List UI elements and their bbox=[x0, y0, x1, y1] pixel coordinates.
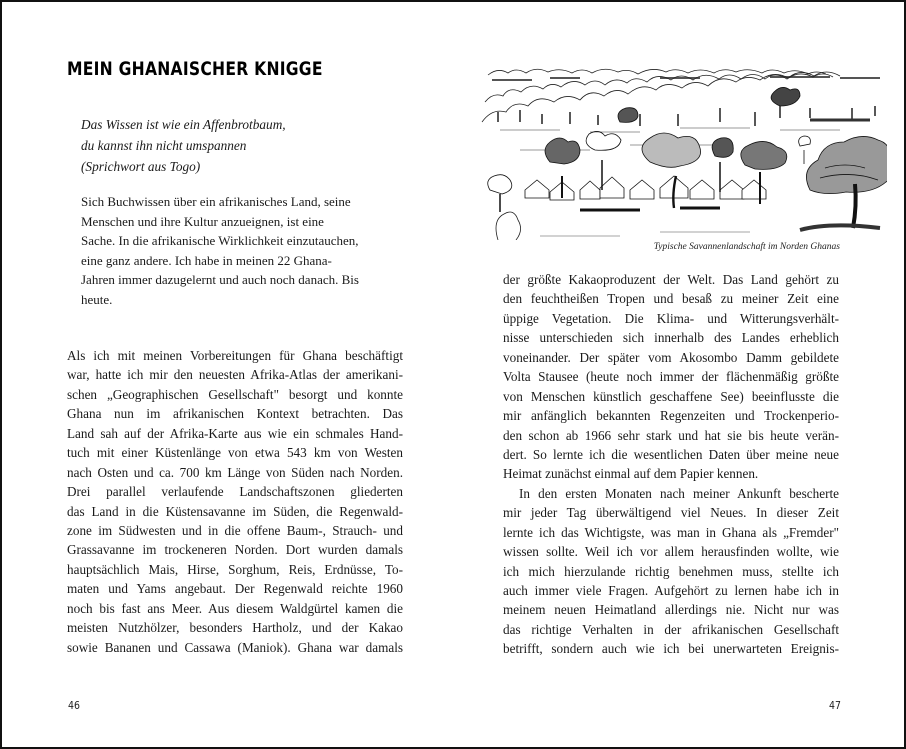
body-line: sowie Bananen und Cassawa (Maniok). Ghana war damals bbox=[67, 639, 403, 655]
figure-caption: Typische Savannenlandschaft im Norden Ghanas bbox=[653, 242, 840, 252]
intro-line: Menschen und ihre Kultur anzueignen, ist eine bbox=[81, 213, 324, 229]
intro-line: Jahren immer dazugelernt und auch noch danach. Bis bbox=[81, 272, 359, 288]
body-line: meinem neuen Heimatland allerdings nie. Nicht nur was bbox=[503, 602, 839, 618]
body-text-right bbox=[503, 270, 839, 659]
body-line: den schon ab 1966 sehr stark und hat sie bis heute verän- bbox=[503, 427, 839, 443]
body-line: Volta Stausee (heute noch immer der flächenmäßig größte bbox=[503, 369, 839, 385]
body-line: Ghana nun im afrikanischen Kontext betrachten. Das bbox=[67, 406, 403, 422]
body-line: zone im Südwesten und in die offene Baum-, Strauch- und bbox=[67, 522, 403, 538]
body-line: tuch mit einer Küstenlänge von etwa 543 km von Westen bbox=[67, 445, 403, 461]
body-line: mir anfänglich bekannten Regenzeiten und Trockenperio- bbox=[503, 408, 839, 424]
intro-paragraph bbox=[81, 192, 401, 310]
body-line: Heimat zunächst einmal auf dem Papier kennen. bbox=[503, 466, 759, 482]
body-line: maten und Yams angebaut. Der Regenwald reichte 1960 bbox=[67, 581, 403, 597]
epigraph-motto bbox=[81, 114, 401, 177]
body-line: dert. So lernte ich die wesentlichen Daten über meine neue bbox=[503, 446, 839, 462]
body-line: war, hatte ich mir den neuesten Afrika-Atlas der amerikani- bbox=[67, 367, 403, 383]
body-line: den feuchtheißen Tropen und besaß zu meiner Zeit eine bbox=[503, 291, 839, 307]
body-line: ich mich hierzulande richtig benehmen muss, stellte ich bbox=[503, 563, 839, 579]
body-line: Grassavanne im trockeneren Norden. Dort wurden damals bbox=[67, 542, 403, 558]
body-line: von Menschen künstlich geschaffene See) beeinflusste die bbox=[503, 388, 839, 404]
motto-line: du kannst ihn nicht umspannen bbox=[81, 138, 247, 153]
motto-line: (Sprichwort aus Togo) bbox=[81, 159, 201, 174]
intro-line: heute. bbox=[81, 291, 113, 307]
intro-line: Sache. In die afrikanische Wirklichkeit einzutauchen, bbox=[81, 233, 359, 249]
body-line: Land sah auf der Afrika-Karte aus wie ein schmales Hand- bbox=[67, 425, 403, 441]
page-number: 47 bbox=[829, 699, 841, 712]
page-number: 46 bbox=[68, 699, 80, 712]
body-line: lernte ich das Wichtigste, was man in Ghana als „Fremder" bbox=[503, 524, 839, 540]
savanna-landscape-illustration-icon bbox=[480, 50, 887, 240]
body-line: nach Osten und ca. 700 km Länge von Süden nach Norden. bbox=[67, 464, 403, 480]
intro-line: Sich Buchwissen über ein afrikanisches Land, seine bbox=[81, 194, 351, 209]
body-line: hauptsächlich Mais, Hirse, Sorghum, Reis, Erdnüsse, To- bbox=[67, 561, 403, 577]
body-line: Drei parallel verlaufende Landschaftszonen gliederten bbox=[67, 484, 403, 500]
body-line: noch bis fast ans Meer. Aus diesem Waldgürtel kamen die bbox=[67, 600, 403, 616]
body-line: betrifft, sondern auch wie ich bei unerwarteten Ereignis- bbox=[503, 641, 839, 657]
body-line: das Land in die Küstensavanne im Süden, die Regenwald- bbox=[67, 503, 403, 519]
body-line: wissen sollte. Weil ich vor allem herausfinden wollte, wie bbox=[503, 544, 839, 560]
body-line: nisse unterschieden sich innerhalb des Landes erheblich bbox=[503, 330, 839, 346]
body-line: der größte Kakaoproduzent der Welt. Das Land gehört zu bbox=[503, 272, 839, 287]
motto-line: Das Wissen ist wie ein Affenbrotbaum, bbox=[81, 117, 286, 132]
body-line: meisten Nutzhölzer, besonders Hartholz, und der Kakao bbox=[67, 620, 403, 636]
intro-line: eine ganz andere. Ich habe in meinen 22 Ghana- bbox=[81, 252, 332, 268]
body-line: mir jeder Tag überwältigend viel Neues. In dieser Zeit bbox=[503, 505, 839, 521]
body-text-left bbox=[67, 346, 403, 657]
body-line: Als ich mit meinen Vorbereitungen für Ghana beschäftigt bbox=[67, 348, 403, 363]
right-page bbox=[453, 0, 906, 749]
body-line: In den ersten Monaten nach meiner Ankunft bescherte bbox=[519, 485, 839, 501]
body-line: auch immer viele Fragen. Aufgehört zu lernen habe ich in bbox=[503, 583, 839, 598]
body-line: üppige Vegetation. Die Klima- und Witterungsverhält- bbox=[503, 310, 839, 326]
body-line: voneinander. Der später vom Akosombo Damm gebildete bbox=[503, 349, 839, 365]
chapter-title: MEIN GHANAISCHER KNIGGE bbox=[67, 58, 323, 80]
body-line: das richtige Verhalten in der afrikanischen Gesellschaft bbox=[503, 621, 839, 637]
body-line: schen „Geographischen Gesellschaft" besorgt und konnte bbox=[67, 386, 403, 402]
